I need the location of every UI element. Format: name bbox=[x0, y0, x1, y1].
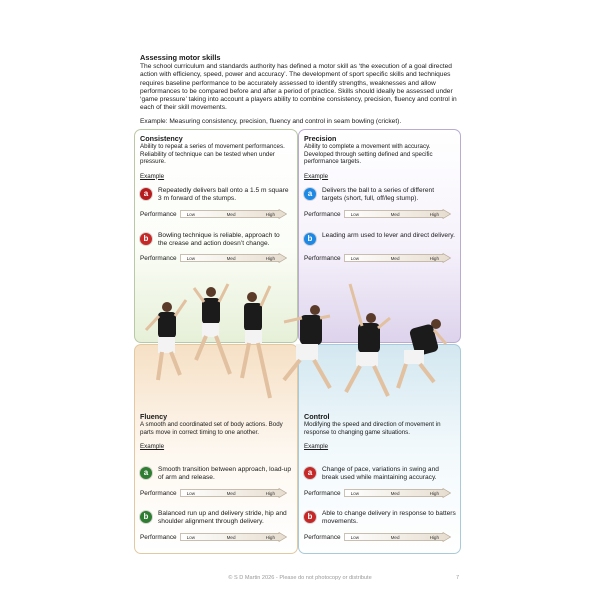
badge-a-icon: a bbox=[304, 467, 316, 479]
precision-example-label: Example bbox=[304, 172, 329, 180]
fluency-performance-b bbox=[140, 532, 287, 542]
performance-scale bbox=[344, 209, 451, 219]
scale-med-label: Med bbox=[390, 255, 400, 261]
bowler-figure-3 bbox=[242, 286, 270, 398]
scale-med-label: Med bbox=[390, 211, 400, 217]
badge-b-icon: b bbox=[304, 511, 316, 523]
performance-scale bbox=[180, 209, 287, 219]
precision-header bbox=[304, 135, 454, 180]
fluency-item-a bbox=[140, 466, 292, 482]
item-text: Bowling technique is reliable, approach to the crease and action doesn’t change. bbox=[158, 232, 280, 248]
bowler-figure-5 bbox=[346, 284, 390, 396]
scale-high-label: High bbox=[429, 490, 440, 496]
item-text: Leading arm used to lever and direct delivery. bbox=[322, 232, 455, 239]
fluency-title: Fluency bbox=[140, 412, 168, 421]
control-item-a bbox=[304, 466, 456, 482]
scale-high-label: High bbox=[429, 211, 440, 217]
precision-item-b bbox=[304, 232, 456, 245]
consistency-description: Ability to repeat a series of movement performances. Reliability of technique can be tested when under pressure. bbox=[140, 143, 285, 166]
scale-med-label: Med bbox=[226, 211, 236, 217]
performance-label: Performance bbox=[140, 210, 177, 218]
consistency-item-a bbox=[140, 187, 290, 203]
precision-performance-a bbox=[304, 209, 451, 219]
item-text: Repeatedly delivers ball onto a 1.5 m square 3 m forward of the stumps. bbox=[158, 187, 289, 203]
page-number: 7 bbox=[456, 575, 460, 581]
item-text: Delivers the ball to a series of different targets (short, full, off/leg stump). bbox=[322, 187, 435, 203]
scale-low-label: Low bbox=[350, 490, 360, 496]
performance-label: Performance bbox=[140, 254, 177, 262]
control-title: Control bbox=[304, 412, 330, 421]
scale-med-label: Med bbox=[226, 490, 236, 496]
performance-label: Performance bbox=[304, 533, 341, 541]
performance-label: Performance bbox=[304, 210, 341, 218]
copyright-footer: © S D Martin 2026 - Please do not photocopy or distribute bbox=[228, 575, 372, 581]
intro-example: Example: Measuring consistency, precision, fluency and control in seam bowling (cricket). bbox=[140, 118, 402, 126]
performance-scale bbox=[180, 532, 287, 542]
performance-scale bbox=[180, 253, 287, 263]
scale-low-label: Low bbox=[350, 534, 360, 540]
scale-med-label: Med bbox=[226, 255, 236, 261]
badge-a-icon: a bbox=[140, 467, 152, 479]
fluency-performance-a bbox=[140, 488, 287, 498]
scale-low-label: Low bbox=[350, 211, 360, 217]
performance-label: Performance bbox=[140, 489, 177, 497]
control-header bbox=[304, 413, 454, 451]
scale-low-label: Low bbox=[350, 255, 360, 261]
precision-performance-b bbox=[304, 253, 451, 263]
scale-med-label: Med bbox=[390, 534, 400, 540]
performance-label: Performance bbox=[304, 254, 341, 262]
consistency-header bbox=[140, 135, 290, 180]
fluency-example-label: Example bbox=[140, 443, 165, 451]
scale-med-label: Med bbox=[390, 490, 400, 496]
intro-section bbox=[140, 54, 460, 127]
item-text: Smooth transition between approach, load-up of arm and release. bbox=[158, 466, 292, 482]
bowler-figure-6 bbox=[398, 319, 446, 388]
scale-high-label: High bbox=[265, 255, 276, 261]
scale-high-label: High bbox=[429, 255, 440, 261]
badge-b-icon: b bbox=[140, 511, 152, 523]
consistency-example-label: Example bbox=[140, 172, 165, 180]
performance-label: Performance bbox=[304, 489, 341, 497]
fluency-item-b bbox=[140, 510, 292, 526]
badge-b-icon: b bbox=[304, 233, 316, 245]
performance-scale bbox=[180, 488, 287, 498]
item-text: Balanced run up and delivery stride, hip and shoulder alignment through delivery. bbox=[158, 510, 287, 526]
scale-high-label: High bbox=[265, 211, 276, 217]
badge-b-icon: b bbox=[140, 233, 152, 245]
item-text: Change of pace, variations in swing and break used while maintaining accuracy. bbox=[322, 466, 439, 482]
scale-high-label: High bbox=[265, 490, 276, 496]
scale-low-label: Low bbox=[186, 255, 196, 261]
scale-low-label: Low bbox=[186, 534, 196, 540]
consistency-performance-b bbox=[140, 253, 287, 263]
fluency-header bbox=[140, 413, 290, 451]
consistency-item-b bbox=[140, 232, 290, 248]
item-text: Able to change delivery in response to batters movements. bbox=[322, 510, 456, 526]
badge-a-icon: a bbox=[140, 188, 152, 200]
performance-scale bbox=[344, 532, 451, 542]
precision-description: Ability to complete a movement with accuracy. Developed through setting defined and specific performance targets. bbox=[304, 143, 433, 166]
performance-scale bbox=[344, 253, 451, 263]
scale-low-label: Low bbox=[186, 211, 196, 217]
control-item-b bbox=[304, 510, 456, 526]
performance-label: Performance bbox=[140, 533, 177, 541]
intro-body: The school curriculum and standards authority has defined a motor skill as ‘the execution of a goal directed action with efficiency, speed, power and accuracy’. The development of sport specific skills and techniques requires baseline performance to be accurately assessed to identify strengths, weaknesses and allow performances to be compared before and after a period of practice. Skills should ideally be assessed under ‘game pressure’ taking into account a players ability to combine consistency, precision, fluency and control in each of their skill movements. bbox=[140, 63, 457, 112]
control-performance-b bbox=[304, 532, 451, 542]
precision-title: Precision bbox=[304, 134, 337, 143]
control-description: Modifying the speed and direction of movement in response to changing game situations. bbox=[304, 421, 441, 436]
scale-med-label: Med bbox=[226, 534, 236, 540]
bowler-figure-4 bbox=[284, 305, 330, 388]
precision-item-a bbox=[304, 187, 456, 203]
scale-low-label: Low bbox=[186, 490, 196, 496]
fluency-description: A smooth and coordinated set of body actions. Body parts move in correct timing to one another. bbox=[140, 421, 283, 436]
scale-high-label: High bbox=[429, 534, 440, 540]
bowler-figure-2 bbox=[194, 284, 230, 374]
consistency-title: Consistency bbox=[140, 134, 183, 143]
performance-scale bbox=[344, 488, 451, 498]
control-example-label: Example bbox=[304, 443, 329, 451]
control-performance-a bbox=[304, 488, 451, 498]
bowling-sequence-photo bbox=[134, 270, 461, 420]
bowler-figure-1 bbox=[146, 300, 186, 380]
badge-a-icon: a bbox=[304, 188, 316, 200]
consistency-performance-a bbox=[140, 209, 287, 219]
intro-heading: Assessing motor skills bbox=[140, 53, 221, 62]
scale-high-label: High bbox=[265, 534, 276, 540]
